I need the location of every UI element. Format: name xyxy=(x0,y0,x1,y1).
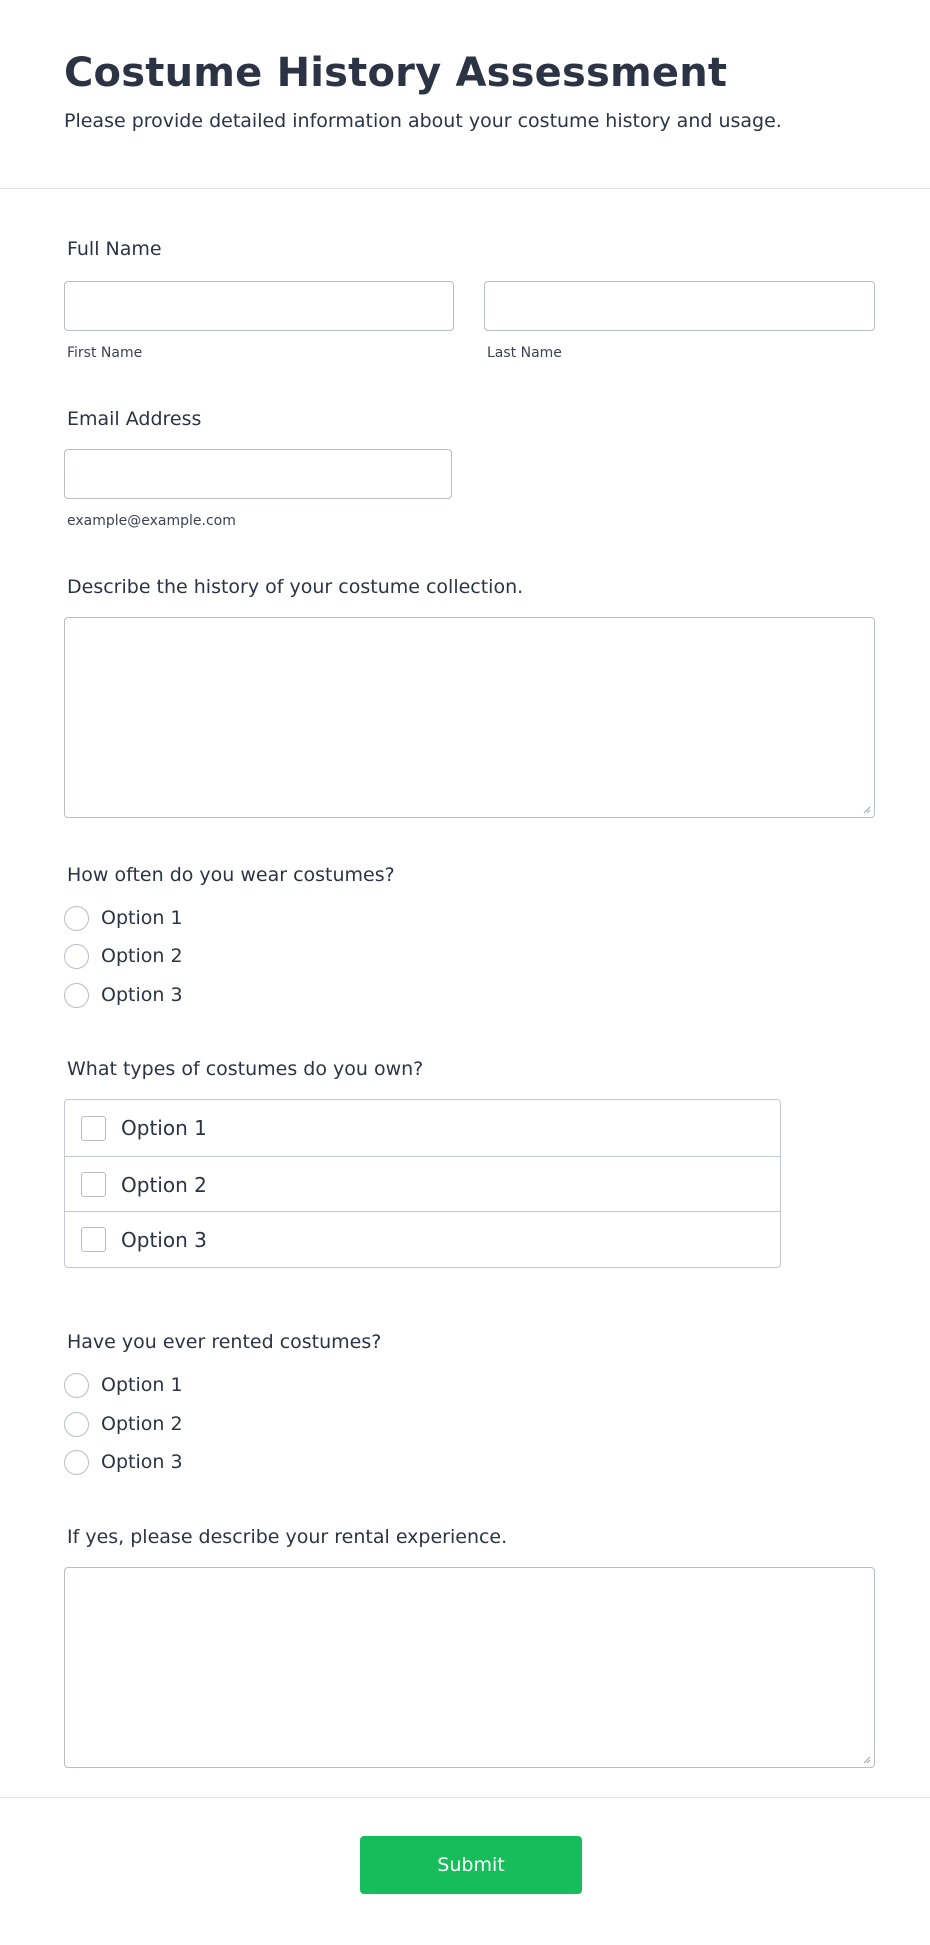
resize-grip-icon[interactable] xyxy=(863,1756,871,1764)
costume-types-checkbox-group xyxy=(64,1099,781,1268)
rental-experience-label: If yes, please describe your rental experience. xyxy=(67,1526,508,1548)
checkbox[interactable] xyxy=(81,1172,106,1197)
rented-option-1[interactable] xyxy=(64,1372,183,1398)
radio-button[interactable] xyxy=(64,1412,89,1437)
radio-option-label: Option 1 xyxy=(101,907,183,929)
form-title: Costume History Assessment xyxy=(64,50,728,96)
rented-option-2[interactable] xyxy=(64,1411,183,1437)
costume-types-option-2[interactable] xyxy=(65,1156,780,1212)
full-name-label: Full Name xyxy=(67,238,162,260)
radio-button[interactable] xyxy=(64,983,89,1008)
wear-frequency-option-2[interactable] xyxy=(64,943,183,969)
checkbox[interactable] xyxy=(81,1116,106,1141)
radio-option-label: Option 3 xyxy=(101,1451,183,1473)
checkbox-option-label: Option 2 xyxy=(121,1172,207,1197)
checkbox-option-label: Option 1 xyxy=(121,1116,207,1140)
costume-types-option-1[interactable] xyxy=(65,1100,780,1156)
radio-option-label: Option 1 xyxy=(101,1374,183,1396)
rented-label: Have you ever rented costumes? xyxy=(67,1331,382,1353)
checkbox-option-label: Option 3 xyxy=(121,1227,207,1252)
email-sublabel: example@example.com xyxy=(67,513,236,529)
form-subtitle: Please provide detailed information about your costume history and usage. xyxy=(64,110,782,132)
email-label: Email Address xyxy=(67,408,202,430)
wear-frequency-option-3[interactable] xyxy=(64,982,183,1008)
costume-types-option-3[interactable] xyxy=(65,1211,780,1267)
first-name-sublabel: First Name xyxy=(67,345,143,361)
email-input[interactable] xyxy=(64,449,452,499)
form-header xyxy=(0,0,930,189)
radio-button[interactable] xyxy=(64,944,89,969)
last-name-input[interactable] xyxy=(484,281,875,331)
history-textarea[interactable] xyxy=(64,617,875,818)
submit-button[interactable]: Submit xyxy=(360,1836,582,1894)
resize-grip-icon[interactable] xyxy=(863,806,871,814)
history-label: Describe the history of your costume collection. xyxy=(67,576,524,598)
radio-button[interactable] xyxy=(64,906,89,931)
checkbox[interactable] xyxy=(81,1227,106,1252)
footer-divider xyxy=(0,1797,930,1798)
wear-frequency-label: How often do you wear costumes? xyxy=(67,864,395,886)
last-name-sublabel: Last Name xyxy=(487,345,562,361)
first-name-input[interactable] xyxy=(64,281,454,331)
radio-button[interactable] xyxy=(64,1450,89,1475)
rental-experience-textarea[interactable] xyxy=(64,1567,875,1768)
radio-button[interactable] xyxy=(64,1373,89,1398)
rented-option-3[interactable] xyxy=(64,1449,183,1475)
radio-option-label: Option 3 xyxy=(101,984,183,1006)
costume-types-label: What types of costumes do you own? xyxy=(67,1058,424,1080)
radio-option-label: Option 2 xyxy=(101,945,183,967)
wear-frequency-option-1[interactable] xyxy=(64,905,183,931)
radio-option-label: Option 2 xyxy=(101,1413,183,1435)
